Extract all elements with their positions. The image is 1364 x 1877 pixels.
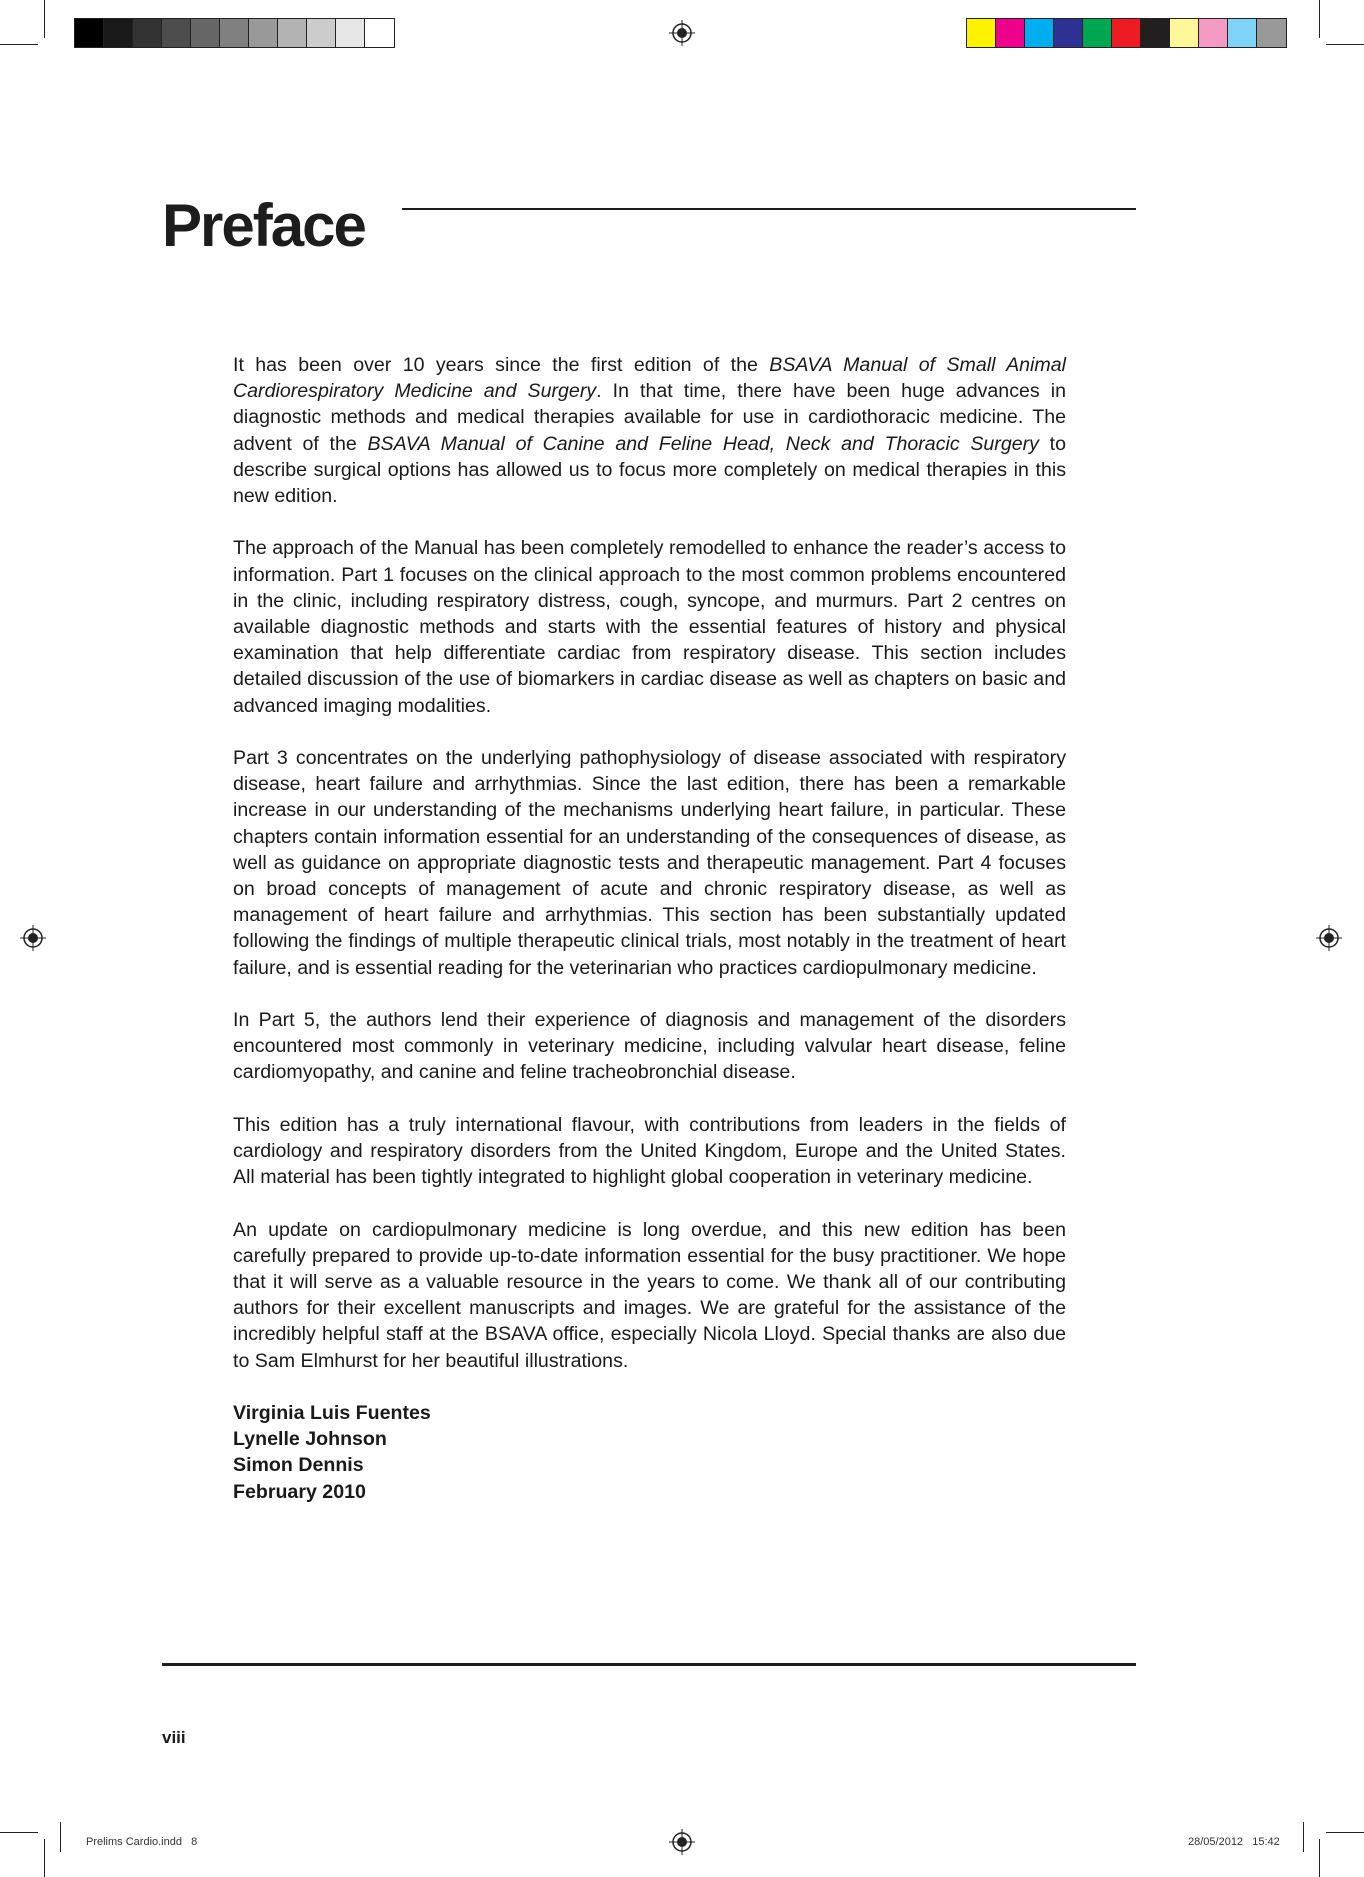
body-paragraph: [233, 745, 1066, 981]
grayscale-swatch: [133, 19, 162, 47]
color-swatch: [1112, 19, 1141, 47]
paragraph-text: This edition has a truly international flavour, with contributions from leaders in the fields of cardiology and respiratory disorders from the United Kingdom, Europe and the United States. All material has been tightly integrated to highlight global cooperation in veterinary medicine.: [233, 1113, 1066, 1189]
color-swatch: [996, 19, 1025, 47]
paragraph-text: to describe surgical options has allowed us to focus more completely on medical therapies in this new edition.: [233, 432, 1066, 508]
registration-mark-icon: [20, 925, 46, 951]
grayscale-swatch: [278, 19, 307, 47]
color-swatch: [1025, 19, 1054, 47]
grayscale-swatch: [104, 19, 133, 47]
crop-mark: [1326, 44, 1364, 45]
grayscale-swatch: [191, 19, 220, 47]
signature-date: February 2010: [233, 1480, 366, 1503]
color-bar: [966, 18, 1287, 48]
body-paragraph: [233, 535, 1066, 718]
crop-mark: [60, 1822, 61, 1852]
color-swatch: [1170, 19, 1199, 47]
color-swatch: [1199, 19, 1228, 47]
page-number: viii: [162, 1728, 186, 1747]
paragraph-text: The approach of the Manual has been completely remodelled to enhance the reader’s access to information. Part 1 focuses on the clinical approach to the most common problems encountered in the clinic, including respiratory distress, cough, syncope, and murmurs. Part 2 centres on available diagnostic methods and starts with the essential features of history and physical examination that help differentiate cardiac from respiratory disease. This section includes detailed discussion of the use of biomarkers in cardiac disease as well as chapters on basic and advanced imaging modalities.: [233, 537, 1066, 717]
crop-mark: [1319, 0, 1320, 38]
body-paragraph: [233, 1217, 1066, 1374]
signature-line: Simon Dennis: [233, 1454, 364, 1477]
grayscale-swatch: [162, 19, 191, 47]
preface-body: [233, 352, 1066, 1505]
book-title-italic: BSAVA Manual of Canine and Feline Head, Neck and Thoracic Surgery: [367, 432, 1039, 455]
slug-date-time: 28/05/2012 15:42: [1188, 1836, 1280, 1848]
grayscale-swatch: [249, 19, 278, 47]
signature-line: Lynelle Johnson: [233, 1428, 387, 1451]
color-swatch: [1257, 19, 1286, 47]
signature-block: [233, 1400, 1066, 1505]
paragraph-list: [233, 352, 1066, 1374]
crop-mark: [1303, 1822, 1304, 1852]
book-title-italic: BSAVA Manual of Small Animal Cardiorespiratory Medicine and Surgery: [233, 354, 1066, 403]
body-paragraph: [233, 1007, 1066, 1086]
body-paragraph: [233, 1112, 1066, 1191]
color-swatch: [1054, 19, 1083, 47]
crop-mark: [44, 0, 45, 38]
paragraph-text: In Part 5, the authors lend their experience of diagnosis and management of the disorders encountered most commonly in veterinary medicine, including valvular heart disease, feline cardiomyopathy, and canine and feline tracheobronchial disease.: [233, 1009, 1066, 1084]
crop-mark: [1319, 1839, 1320, 1877]
color-swatch: [967, 19, 996, 47]
paragraph-text: . In that time, there have been huge advances in diagnostic methods and medical therapies available for use in cardiothoracic medicine. The advent of the: [233, 380, 1066, 455]
registration-mark-icon: [669, 20, 695, 46]
paragraph-text: It has been over 10 years since the first edition of the: [233, 354, 770, 376]
crop-mark: [44, 1839, 45, 1877]
registration-mark-icon: [1316, 925, 1342, 951]
footer-rule: [162, 1663, 1136, 1666]
paragraph-text: An update on cardiopulmonary medicine is long overdue, and this new edition has been carefully prepared to provide up-to-date information essential for the busy practitioner. We hope that it will serve as a valuable resource in the years to come. We thank all of our contributing authors for their excellent manuscripts and images. We are grateful for the assistance of the incredibly helpful staff at the BSAVA office, especially Nicola Lloyd. Special thanks are also due to Sam Elmhurst for her beautiful illustrations.: [233, 1218, 1066, 1372]
slug-file-info: Prelims Cardio.indd 8: [86, 1836, 198, 1848]
grayscale-bar: [74, 18, 395, 48]
color-swatch: [1228, 19, 1257, 47]
grayscale-swatch: [220, 19, 249, 47]
crop-mark: [0, 44, 38, 45]
color-swatch: [1083, 19, 1112, 47]
crop-mark: [1326, 1832, 1364, 1833]
grayscale-swatch: [75, 19, 104, 47]
title-rule: [402, 208, 1136, 210]
color-swatch: [1141, 19, 1170, 47]
grayscale-swatch: [336, 19, 365, 47]
grayscale-swatch: [365, 19, 394, 47]
page-title: Preface: [162, 192, 365, 259]
paragraph-text: Part 3 concentrates on the underlying pathophysiology of disease associated with respiratory disease, heart failure and arrhythmias. Since the last edition, there has been a remarkable increase in our understanding of the mechanisms underlying heart failure, in particular. These chapters contain information essential for an understanding of the consequences of disease, as well as guidance on appropriate diagnostic tests and therapeutic management. Part 4 focuses on broad concepts of management of acute and chronic respiratory disease, as well as management of heart failure and arrhythmias. This section has been substantially updated following the findings of multiple therapeutic clinical trials, most notably in the treatment of heart failure, and is essential reading for the veterinarian who practices cardiopulmonary medicine.: [233, 747, 1066, 979]
grayscale-swatch: [307, 19, 336, 47]
registration-mark-icon: [669, 1829, 695, 1855]
signature-line: Virginia Luis Fuentes: [233, 1402, 431, 1425]
body-paragraph: [233, 352, 1066, 509]
crop-mark: [0, 1832, 38, 1833]
